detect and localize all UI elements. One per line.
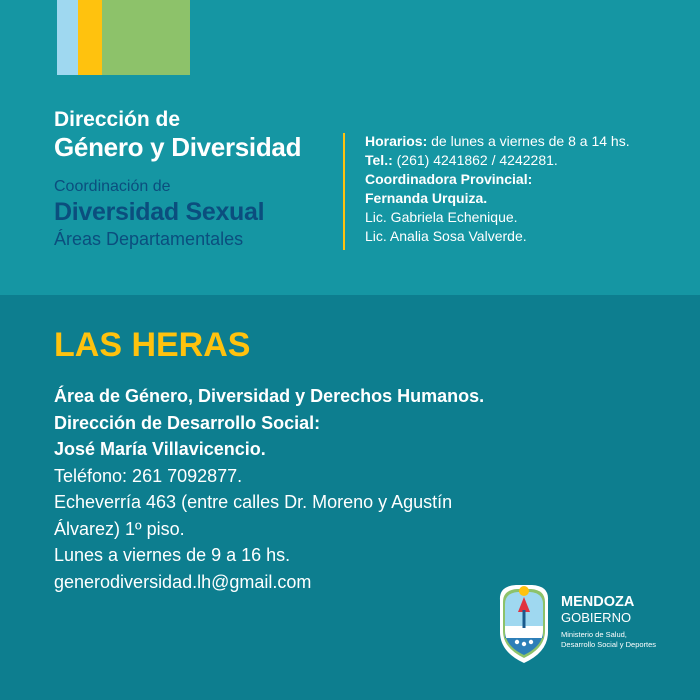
phone-line: Teléfono: 261 7092877. xyxy=(54,465,243,486)
logo-ministry xyxy=(561,630,656,650)
title-line-1: Dirección de xyxy=(54,108,181,131)
ministry-line-1: Ministerio de Salud, xyxy=(561,630,627,639)
staff-2: Lic. Analia Sosa Valverde. xyxy=(365,228,527,244)
hours-line xyxy=(365,132,630,151)
hours-value: de lunes a viernes de 8 a 14 hs. xyxy=(427,133,630,149)
department-name: Dirección de Desarrollo Social: xyxy=(54,412,321,433)
area-name: Área de Género, Diversidad y Derechos Humanos. xyxy=(54,386,485,406)
coordinator-label: Coordinadora Provincial: xyxy=(365,171,533,187)
city-heading: LAS HERAS xyxy=(54,326,251,364)
stripe-green xyxy=(102,0,190,75)
stripe-light-blue xyxy=(57,0,78,75)
contact-info xyxy=(365,132,630,246)
subtitle-line-1: Coordinación de xyxy=(54,178,171,195)
provincial-seal-icon xyxy=(494,582,554,666)
tel-label: Tel.: xyxy=(365,152,393,168)
location-details xyxy=(54,383,484,595)
stripe-yellow xyxy=(78,0,102,75)
coordinator-name: Fernanda Urquiza. xyxy=(365,190,488,206)
staff-1: Lic. Gabriela Echenique. xyxy=(365,209,518,225)
tel-line xyxy=(365,151,630,170)
subtitle-line-3: Áreas Departamentales xyxy=(54,229,244,249)
header-panel xyxy=(0,0,700,295)
logo-sub: GOBIERNO xyxy=(561,610,632,625)
subtitle-line-2: Diversidad Sexual xyxy=(54,198,265,226)
hours-label: Horarios: xyxy=(365,133,428,149)
schedule-line: Lunes a viernes de 9 a 16 hs. xyxy=(54,545,291,565)
address-line-2: Álvarez) 1º piso. xyxy=(54,518,185,539)
ministry-line-2: Desarrollo Social y Deportes xyxy=(561,640,657,649)
mendoza-logo xyxy=(494,582,664,666)
title-line-2: Género y Diversidad xyxy=(54,132,302,162)
tel-value: (261) 4241862 / 4242281. xyxy=(392,152,558,168)
contact-name: José María Villavicencio. xyxy=(54,439,266,459)
email-line: generodiversidad.lh@gmail.com xyxy=(54,571,312,592)
logo-name: MENDOZA xyxy=(561,594,635,610)
address-line-1: Echeverría 463 (entre calles Dr. Moreno y Agustín xyxy=(54,492,453,512)
vertical-divider xyxy=(343,133,345,250)
